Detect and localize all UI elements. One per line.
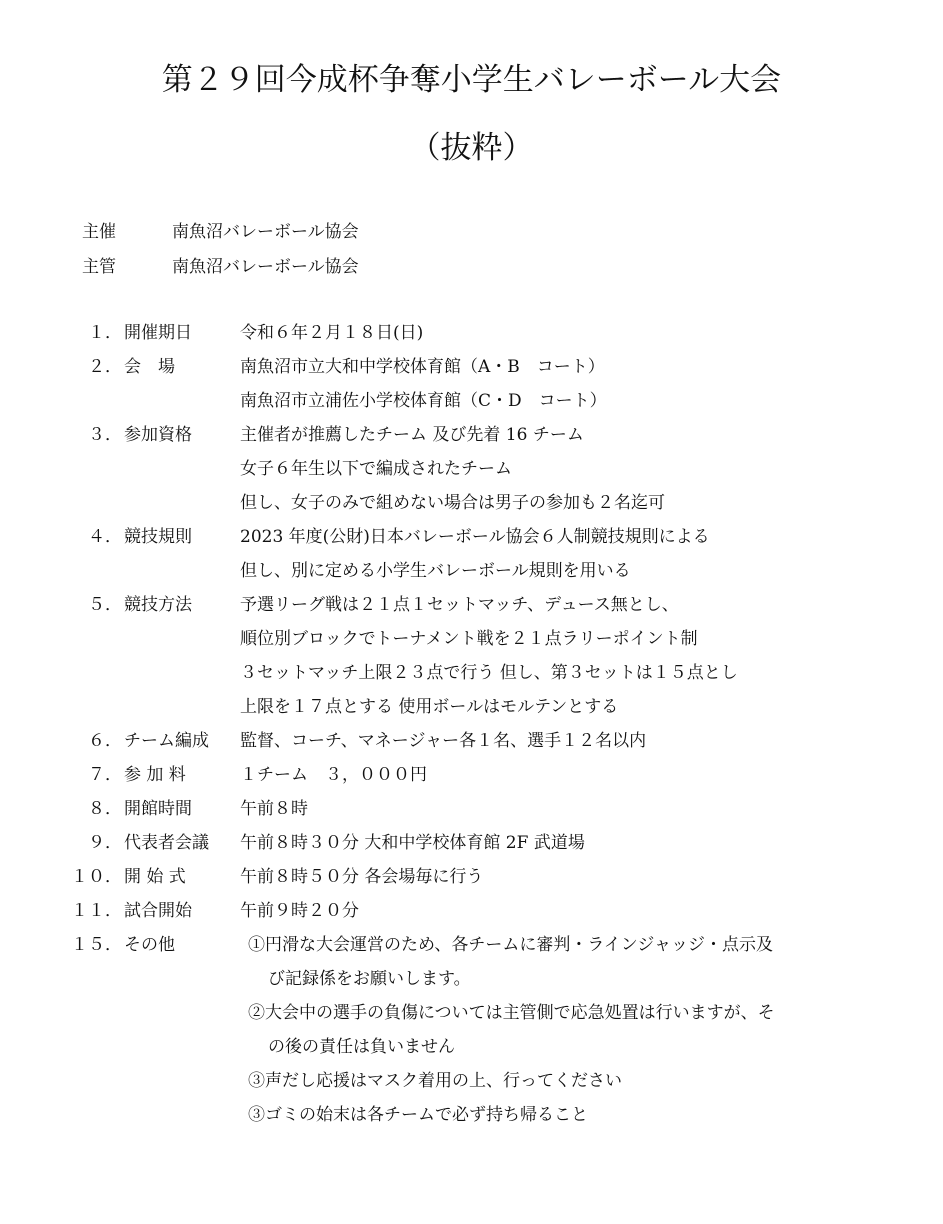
- note-line: ①円滑な大会運営のため、各チームに審判・ラインジャッジ・点示及: [248, 935, 774, 955]
- item-number: ２．: [88, 357, 122, 377]
- item-value: 午前８時３０分 大和中学校体育館 2F 武道場: [240, 833, 585, 853]
- item-label: 開 始 式: [124, 867, 186, 887]
- organizer-value: 南魚沼バレーボール協会: [172, 222, 359, 242]
- item-label: 試合開始: [124, 901, 192, 921]
- item-label: 競技方法: [124, 595, 192, 615]
- organizer-label: 主催: [82, 222, 116, 242]
- item-label: 代表者会議: [124, 833, 209, 853]
- item-value: 順位別ブロックでトーナメント戦を２１点ラリーポイント制: [240, 629, 698, 649]
- item-value: 予選リーグ戦は２１点１セットマッチ、デュース無とし、: [240, 595, 679, 615]
- item-value: 主催者が推薦したチーム 及び先着 16 チーム: [240, 425, 584, 445]
- item-label: 会 場: [124, 357, 175, 377]
- document-title: 第２９回今成杯争奪小学生バレーボール大会: [161, 62, 782, 98]
- item-value: 午前９時２０分: [240, 901, 359, 921]
- item-label: 開催期日: [124, 323, 192, 343]
- item-number: １１．: [71, 901, 122, 921]
- item-number: １．: [88, 323, 122, 343]
- item-number: ５．: [88, 595, 122, 615]
- note-line: び記録係をお願いします。: [268, 969, 471, 989]
- item-number: ９．: [88, 833, 122, 853]
- item-value: 女子６年生以下で編成されたチーム: [240, 459, 512, 479]
- item-value: 2023 年度(公財)日本バレーボール協会６人制競技規則による: [240, 527, 710, 547]
- item-number: ８．: [88, 799, 122, 819]
- item-value: ３セットマッチ上限２３点で行う 但し、第３セットは１５点とし: [240, 663, 738, 683]
- note-line: ③ゴミの始末は各チームで必ず持ち帰ること: [248, 1105, 588, 1125]
- document-subtitle: （抜粋）: [409, 130, 534, 166]
- item-number: ６．: [88, 731, 122, 751]
- manager-value: 南魚沼バレーボール協会: [172, 257, 359, 277]
- item-value: 監督、コーチ、マネージャー各１名、選手１２名以内: [240, 731, 647, 751]
- item-number: １５．: [71, 935, 122, 955]
- item-value: 上限を１７点とする 使用ボールはモルテンとする: [240, 697, 619, 717]
- item-number: ４．: [88, 527, 122, 547]
- item-label: 参 加 料: [124, 765, 186, 785]
- item-value: １チーム ３，０００円: [240, 765, 427, 785]
- item-label: 競技規則: [124, 527, 192, 547]
- item-value: 但し、女子のみで組めない場合は男子の参加も２名迄可: [240, 493, 665, 513]
- note-line: の後の責任は負いません: [268, 1037, 455, 1057]
- item-label: 参加資格: [124, 425, 192, 445]
- item-label: その他: [124, 935, 175, 955]
- item-value: 但し、別に定める小学生バレーボール規則を用いる: [240, 561, 631, 581]
- item-value: 南魚沼市立大和中学校体育館（A・B コート）: [240, 357, 605, 377]
- note-line: ③声だし応援はマスク着用の上、行ってください: [248, 1071, 622, 1091]
- item-value: 午前８時５０分 各会場毎に行う: [240, 867, 484, 887]
- item-number: ７．: [88, 765, 122, 785]
- item-value: 午前８時: [240, 799, 308, 819]
- note-line: ②大会中の選手の負傷については主管側で応急処置は行いますが、そ: [248, 1003, 775, 1023]
- manager-label: 主管: [82, 257, 116, 277]
- item-number: １０．: [71, 867, 122, 887]
- item-value: 南魚沼市立浦佐小学校体育館（C・D コート）: [240, 391, 607, 411]
- item-label: チーム編成: [124, 731, 209, 751]
- item-number: ３．: [88, 425, 122, 445]
- item-label: 開館時間: [124, 799, 192, 819]
- item-value: 令和６年２月１８日(日): [240, 323, 424, 343]
